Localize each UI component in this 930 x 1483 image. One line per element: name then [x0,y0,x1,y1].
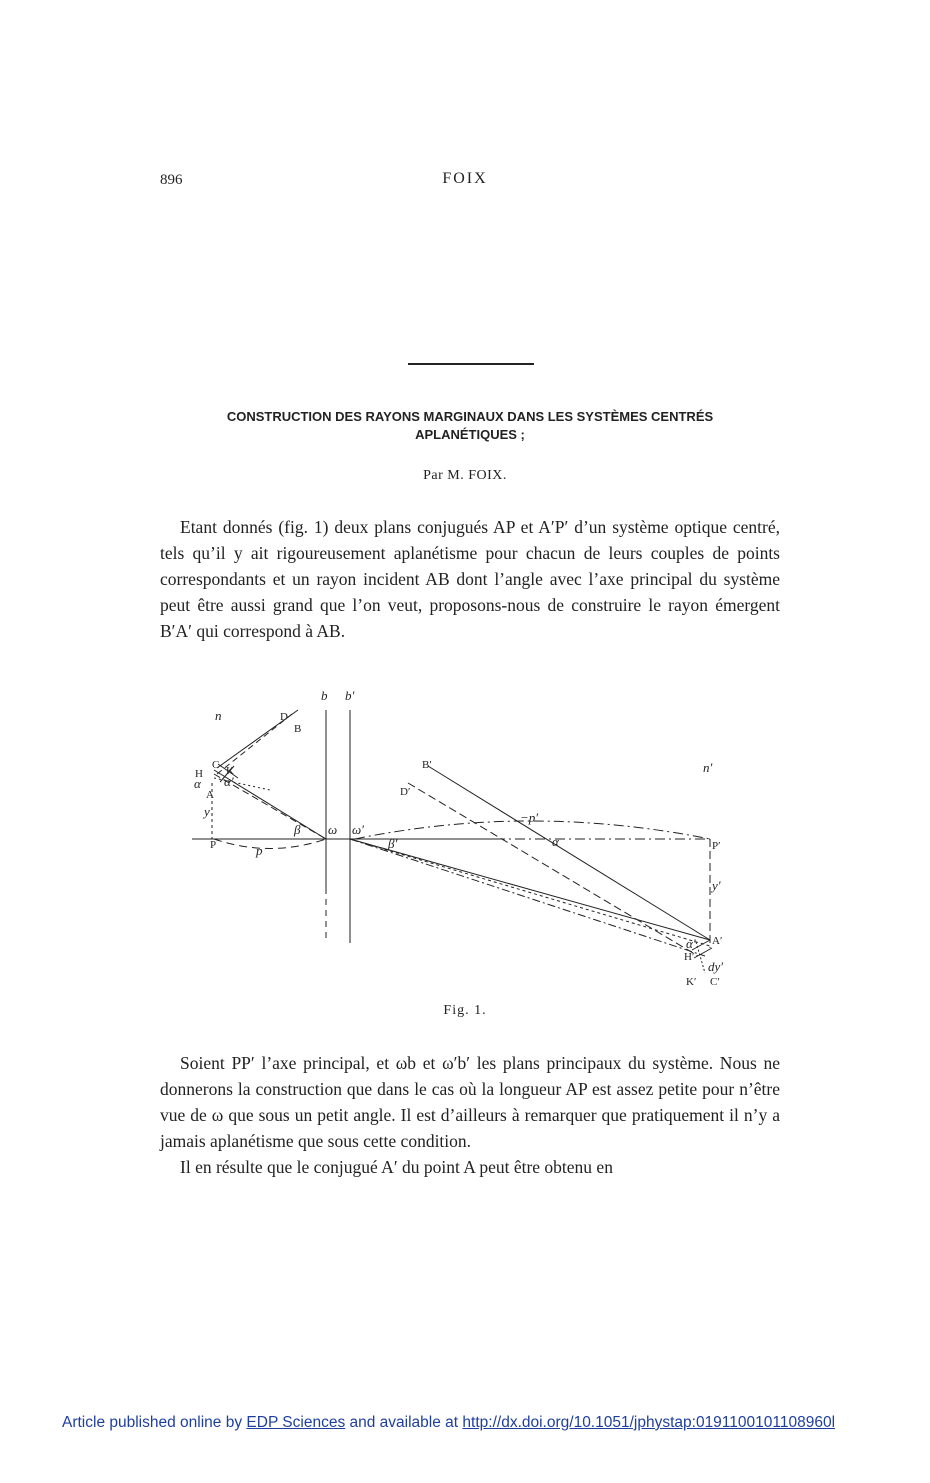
paragraph-3: Il en résulte que le conjugué A′ du point A peut être obtenu en [180,1157,613,1177]
publisher-link[interactable]: EDP Sciences [246,1414,346,1431]
footer-note [62,1414,835,1432]
label-y: y [204,804,210,819]
figure-caption: Fig. 1. [443,1003,487,1018]
label-p: p [256,843,263,858]
paragraph-body [160,1050,780,1180]
footer-middle: and available at [349,1414,459,1431]
paragraph-1: Etant donnés (fig. 1) deux plans conjugués AP et A′P′ d’un système optique centré, tels qu’il y ait rigoureusement aplanétisme pour chacun de leurs couples de points correspondants et un rayon incident AB dont l’angle avec l’axe principal du système peut être aussi grand que l’on veut, proposons-nous de construire le rayon émergent B′A′ qui correspond à AB. [160,517,780,641]
label-n-prime: n′ [703,760,713,775]
label-K: K [226,765,234,777]
label-y-prime: y′ [712,878,721,893]
paragraph-intro [160,514,780,644]
label-n: n [215,708,222,723]
label-P-prime: P′ [712,840,721,852]
label-H: H [195,768,203,780]
label-omega: ω [328,822,338,837]
figure-1 [190,688,750,998]
label-alpha-prime-2: α′ [686,936,696,951]
label-b-prime: b′ [345,688,355,703]
label-K-prime: K′ [686,976,697,988]
section-rule [408,363,534,365]
article-title-line2: APLANÉTIQUES ; [415,427,525,442]
running-head: FOIX [442,170,488,187]
label-B: B [294,723,302,735]
article-author: Par M. FOIX. [423,468,507,483]
label-A-prime: A′ [712,935,723,947]
article-title [160,408,780,444]
label-H-prime: H′ [684,951,695,963]
label-minus-p-prime: −p′ [520,810,539,825]
label-A: A [206,789,214,801]
label-alpha: α [194,776,201,791]
label-P: P [210,839,217,851]
label-C: C [212,759,220,771]
paragraph-2: Soient PP′ l’axe principal, et ωb et ω′b′ les plans principaux du système. Nous ne donnerons la construction que dans le cas où la longueur AP est assez petite pour n’être vue de ω que sous un petit angle. Il est d’ailleurs à remarquer que pratiquement il n’y a jamais aplanétisme que sous cette condition. [160,1053,780,1151]
article-title-line1: CONSTRUCTION DES RAYONS MARGINAUX DANS LES SYSTÈMES CENTRÉS [226,409,714,424]
label-beta: β [294,822,301,837]
label-omega-prime: ω′ [352,822,365,837]
footer-prefix: Article published online by [62,1414,243,1431]
label-C-prime: C′ [710,976,720,988]
label-B-prime: B′ [422,759,432,771]
label-beta-prime: β′ [388,836,398,851]
label-b: b [321,688,328,703]
label-dy-prime: dy′ [708,959,724,974]
doi-link[interactable]: http://dx.doi.org/10.1051/jphystap:0191100101108960l [462,1414,836,1431]
label-alpha-axis: α [552,834,559,849]
label-D: D [280,711,288,723]
page-number: 896 [160,172,183,188]
label-D-prime: D′ [400,786,411,798]
label-alpha-prime: α′ [224,774,234,789]
